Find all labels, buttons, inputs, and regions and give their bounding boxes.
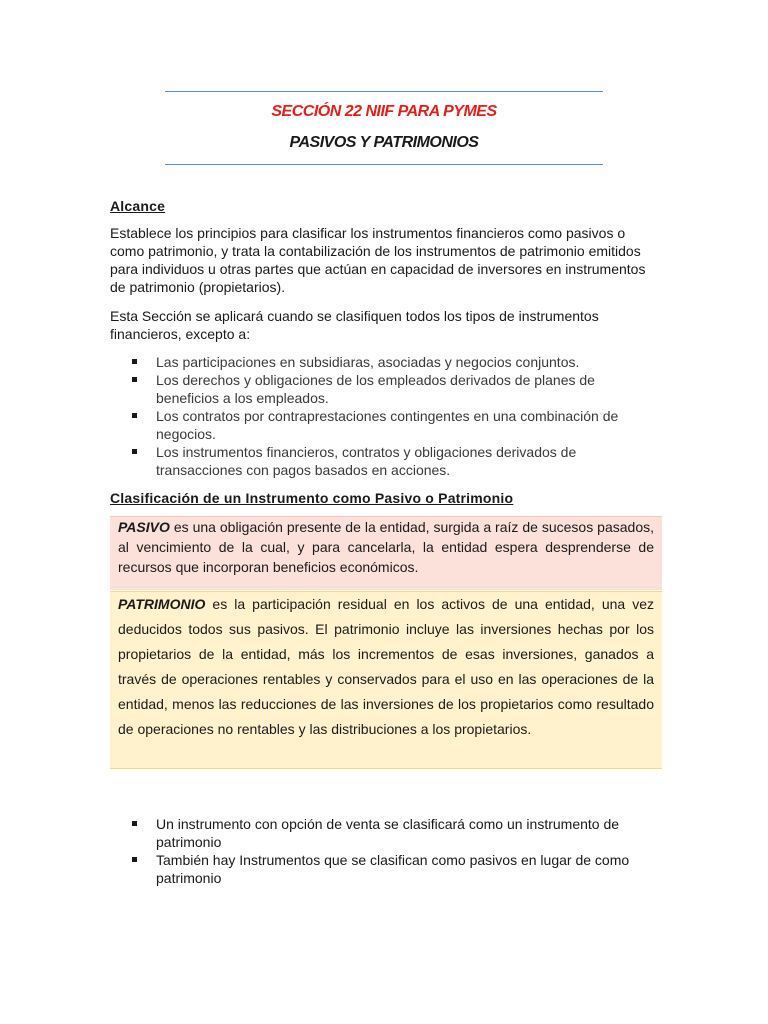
pasivo-definition-box (110, 516, 662, 590)
list-item: Las participaciones en subsidiaras, asociadas y negocios conjuntos. (110, 353, 650, 371)
alcance-paragraph-2: Esta Sección se aplicará cuando se clasifiquen todos los tipos de instrumentos financieros, excepto a: (110, 308, 599, 342)
list-item: Los contratos por contraprestaciones contingentes en una combinación de negocios. (110, 407, 650, 443)
alcance-paragraph-1: Establece los principios para clasificar los instrumentos financieros como pasivos o como patrimonio, y trata la contabilización de los instrumentos de patrimonio emitidos para individuos u otras partes que actúan en capacidad de inversores en instrumentos de patrimonio (propietarios). (110, 225, 646, 295)
section-subtitle: PASIVOS Y PATRIMONIOS (289, 134, 479, 151)
patrimonio-term: PATRIMONIO (118, 596, 206, 612)
top-rule (165, 91, 603, 92)
patrimonio-definition-box (110, 591, 662, 769)
list-item: Los derechos y obligaciones de los empleados derivados de planes de beneficios a los empleados. (110, 371, 650, 407)
section-title: SECCIÓN 22 NIIF PARA PYMES (271, 103, 497, 120)
list-item: Un instrumento con opción de venta se clasificará como un instrumento de patrimonio (110, 815, 650, 851)
alcance-heading: Alcance (110, 198, 166, 214)
list-item: Los instrumentos financieros, contratos y obligaciones derivados de transacciones con pagos basados en acciones. (110, 443, 650, 479)
bottom-rule (165, 164, 603, 165)
notes-list (110, 815, 650, 887)
pasivo-definition: es una obligación presente de la entidad, surgida a raíz de sucesos pasados, al vencimiento de la cual, y para cancelarla, la entidad espera desprenderse de recursos que incorporan beneficios económicos. (118, 519, 654, 575)
clasificacion-heading: Clasificación de un Instrumento como Pasivo o Patrimonio (110, 490, 514, 506)
pasivo-term: PASIVO (118, 519, 170, 535)
patrimonio-definition: es la participación residual en los activos de una entidad, una vez deducidos todos sus pasivos. El patrimonio incluye las inversiones hechas por los propietarios de la entidad, más los incrementos de esas inversiones, ganados a través de operaciones rentables y conservados para el uso en las operaciones de la entidad, menos las reducciones de las inversiones de los propietarios como resultado de operaciones no rentables y las distribuciones a los propietarios. (118, 596, 654, 737)
list-item: También hay Instrumentos que se clasifican como pasivos en lugar de como patrimonio (110, 851, 650, 887)
exceptions-list (110, 353, 650, 479)
